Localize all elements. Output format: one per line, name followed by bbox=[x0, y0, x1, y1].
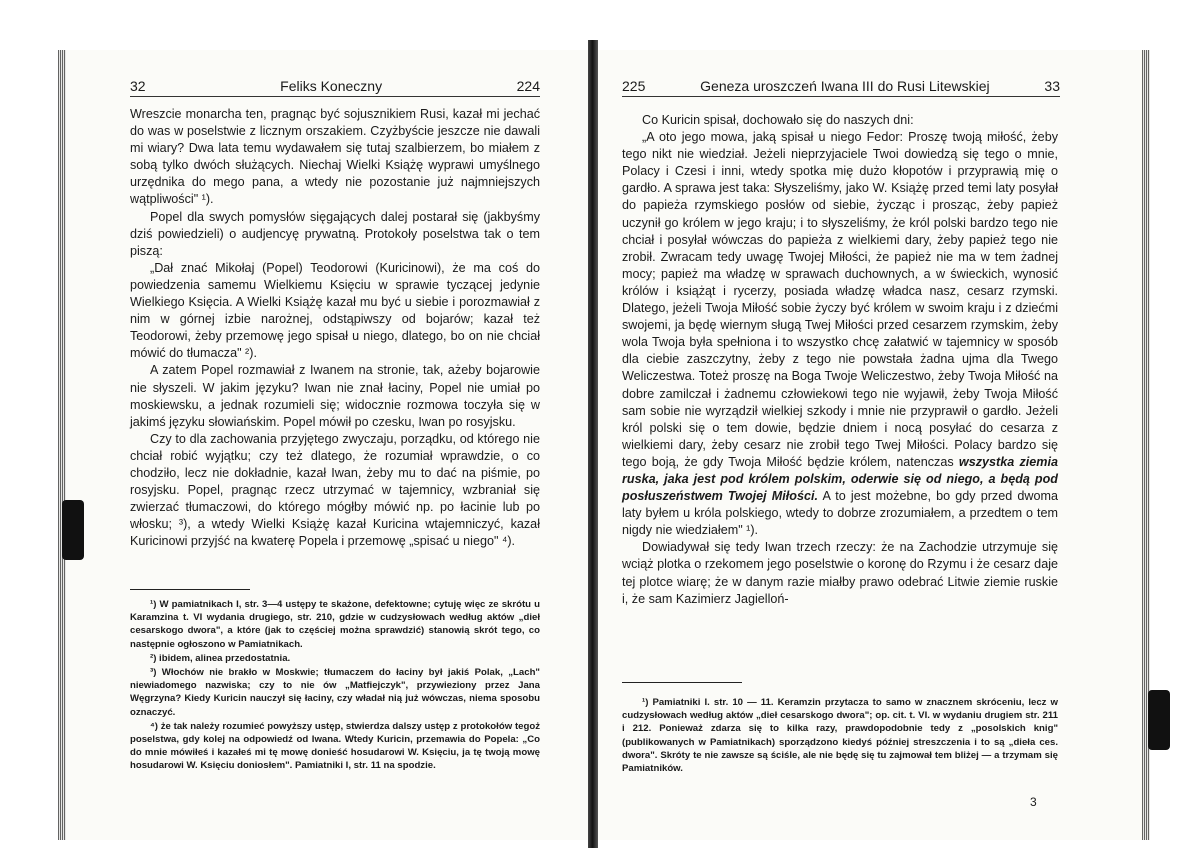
speech-text: „A oto jego mowa, jaką spisał u niego Fedor: Proszę twoją miłość, żeby tego nikt nie wiedział. Jeżeli nieprzyjaciele Twoi dowiedzą się tego o mnie, Polacy i Czesi i inni, wtedy spotka mię dużo kłopotów i przyprawią mię o gardło. A sprawa jest taka: Słyszeliśmy, jako W. Książę przed temi laty posyłał do papieża rzymskiego posłów od siebie, życząc i prosząc, żeby papież uczynił go królem w jego kraju; i to słyszeliśmy, że król polski bardzo tego nie chciał i posyłał wówczas do papieża z wielkiemi dary, żeby papież tego nie zrobił. Zwracam tedy uwagę Twojej Miłości, że papież nie ma w tem żadnej mocy; papież ma władzę w sprawach duchownych, a w świeckich, wynosić królów i książąt i rycerzy, posiada władzę władca nasz, cesarz rzymski. Dlatego, jeżeli Twoja Miłość sobie życzy być królem w swoim kraju i z dziećmi swojemi, ja będę wiernym sługą Twej Miłości przed cesarzem rzymskim, żeby wola Twoja była spełniona i to wszystko chcę załatwić w tajemnicy w sposób dla ciebie zaszczytny, żeby z tego nie powstała żadna ujma dla Twego Weliczestwa. Toteż proszę na Boga Twoje Weliczestwo, żeby Twoja Miłość na dobre zamilczał i żadnemu człowiekowi tego nie wyjawił, żeby Twoja Miłość sam sobie nie wyrządził wielkiej szkody i mnie nie przyprawił o gardło. Jeżeli król polski się o tem dowie, będzie dniem i nocą posyłać do cesarza z wielkiemi dary, żeby cesarz nie zrobił tego Twej Miłości. Polacy bardzo się tego boją, że gdy Twoja Miłość będzie królem, natenczas bbox=[622, 130, 1058, 469]
left-body-text bbox=[130, 106, 540, 550]
footnote: ³) Włochów nie brakło w Moskwie; tłumaczem do łaciny był jakiś Polak, „Lach" niewiadomego nazwiska; czy to nie ów „Matfiejczyk", przywieziony przez Jana Węgrzyna? Kiedy Kuricin nauczył się łaciny, czy władał nią już wówczas, niema sposobu oznaczyć. bbox=[130, 667, 540, 718]
footnote: ¹) Pamiatniki I. str. 10 — 11. Keramzin przytacza to samo w znacznem skróceniu, lecz w cudzysłowach według aktów „dieł cesarskogo dwora"; op. cit. t. VI. w wydaniu drugiem str. 211 i 212. Ponieważ zdarza się to kilka razy, prawdopodobnie tedy z „posolskich knig" (publikowanych w Pamiatnikach) sporządzono kiedyś później streszczenia i to są „dieła ces. dwora". Skróty te nie zawsze są ściśle, ale nie będę się tu zajmował tem bliżej — a trzymam się Pamiatników. bbox=[622, 697, 1058, 775]
paragraph: „Dał znać Mikołaj (Popel) Teodorowi (Kuricinowi), że ma coś do powiedzenia samemu Wielkiemu Księciu w sprawie tyczącej jedynie Wielkiego Księcia. A Wielki Książę kazał mu być u siebie i porozmawiał z nim w górnej izbie narożnej, odstąpiwszy od bojarów; kazał też Teodorowi, żeby przemowę jego spisał u niego, dlatego, bo on nie chciał mówić do tłumacza" ²). bbox=[130, 260, 540, 361]
right-running-header bbox=[622, 78, 1060, 97]
emphasized-text: wszystka ziemia ruska, jaka jest pod królem polskim, oderwie się od niego, a będą pod posłuszeństwem Twojej Miłości. bbox=[622, 454, 1058, 504]
signature-mark: 3 bbox=[1030, 795, 1037, 809]
speech-text: A to jest możebne, bo gdy przed dwoma laty byłem u króla polskiego, wtedy to dobrze zrozumiałem, a przedtem o tem nigdy nie wiedziałem" ¹). bbox=[622, 489, 1058, 538]
right-footnote-rule bbox=[622, 682, 742, 683]
right-pen-number: 225 bbox=[622, 78, 646, 94]
left-pen-number: 224 bbox=[516, 78, 540, 94]
right-running-title: Geneza uroszczeń Iwana III do Rusi Litewskiej bbox=[700, 78, 990, 94]
footnote: ²) ibidem, alinea przedostatnia. bbox=[150, 652, 291, 664]
paragraph: Czy to dla zachowania przyjętego zwyczaju, porządku, od którego nie chciał robić wyjątku; czy też dlatego, że rozumiał wprawdzie, o co chodziło, lecz nie dokładnie, kazał Iwan, żeby mu to dać na piśmie, po rosyjsku. Popel, pragnąc rzecz utrzymać w tajemnicy, wzbraniał się zwierzać tłumaczowi, do którego mógłby mówić np. po łacinie lub po włosku; ³), a wtedy Wielki Książę kazał Kuricina wtajemniczyć, kazał Kuricinowi przyjść na kwaterę Popela i przemowę „spisać u niego" ⁴). bbox=[130, 431, 540, 549]
left-footnote-rule bbox=[130, 589, 250, 590]
right-tab-marker bbox=[1148, 690, 1170, 750]
right-footnotes bbox=[622, 696, 1058, 776]
footnote: ⁴) że tak należy rozumieć powyższy ustęp, stwierdza dalszy ustęp z protokołów tegoż poselstwa, gdy kolej na odpowiedź od Iwana. Wtedy Kuricin, przemawia do Popela: „Co do mnie mówiłeś i kazałeś mi tę mowę donieść hosudarowi W. Księciu, ja tę twoją mowę hosudarowi W. Księciu doniosłem". Pamiatniki I, str. 11 na spodzie. bbox=[130, 720, 540, 772]
paragraph bbox=[622, 129, 1058, 539]
paragraph: Co Kuricin spisał, dochowało się do naszych dni: bbox=[642, 113, 914, 127]
book-spine bbox=[588, 40, 598, 848]
left-running-header bbox=[130, 78, 540, 97]
right-body-text bbox=[622, 112, 1058, 608]
paragraph: Dowiadywał się tedy Iwan trzech rzeczy: że na Zachodzie utrzymuje się wciąż plotka o rzekomem jego poselstwie o koronę do Rzymu i że cesarz daje tej plotce wiarę; że w danym razie miałby prawo odebrać Litwie ziemie ruskie i, że sam Kazimierz Jagielloń- bbox=[622, 540, 1058, 606]
left-page-number: 32 bbox=[130, 78, 146, 94]
left-footnotes bbox=[130, 598, 540, 774]
paragraph: Popel dla swych pomysłów sięgających dalej postarał się (jakbyśmy dziś powiedzieli) o audjencyę prywatną. Protokoły poselstwa tak o tem piszą: bbox=[130, 209, 540, 258]
paragraph: Wreszcie monarcha ten, pragnąc być sojusznikiem Rusi, kazał mi jechać do was w poselstwie z licznym orszakiem. Czyżbyście jeszcze nie dawali mi wiary? Dwa lata temu wydawałem się tutaj szalbierzem, bo miałem z sobą tylko dwóch służących. Niechaj Wielki Książę wyprawi umyślnego urzędnika do mego pana, a wtedy nie pozostanie już najmniejszych wątpliwości" ¹). bbox=[130, 107, 540, 207]
left-tab-marker bbox=[62, 500, 84, 560]
paragraph: A zatem Popel rozmawiał z Iwanem na stronie, tak, ażeby bojarowie nie słyszeli. W jakim języku? Iwan nie znał łaciny, Popel nie umiał po moskiewsku, a jednak rozumieli się; widocznie rozmowa toczyła się w jakimś języku słowiańskim. Popel mówił po czesku, Iwan po rosyjsku. bbox=[130, 363, 540, 429]
left-running-title: Feliks Koneczny bbox=[280, 78, 383, 94]
right-page-number: 33 bbox=[1044, 78, 1060, 94]
left-page-edge bbox=[58, 50, 66, 840]
footnote: ¹) W pamiatnikach I, str. 3—4 ustępy te skażone, defektowne; cytuję więc ze skrótu u Karamzina t. VI wydania drugiego, str. 210, gdzie w cudzysłowach według aktów „dieł cesarskogo dwora", a które (jak to częściej można sprawdzić) stanowią skrót tego, co następnie ogłoszono w Pamiatnikach. bbox=[130, 599, 540, 650]
